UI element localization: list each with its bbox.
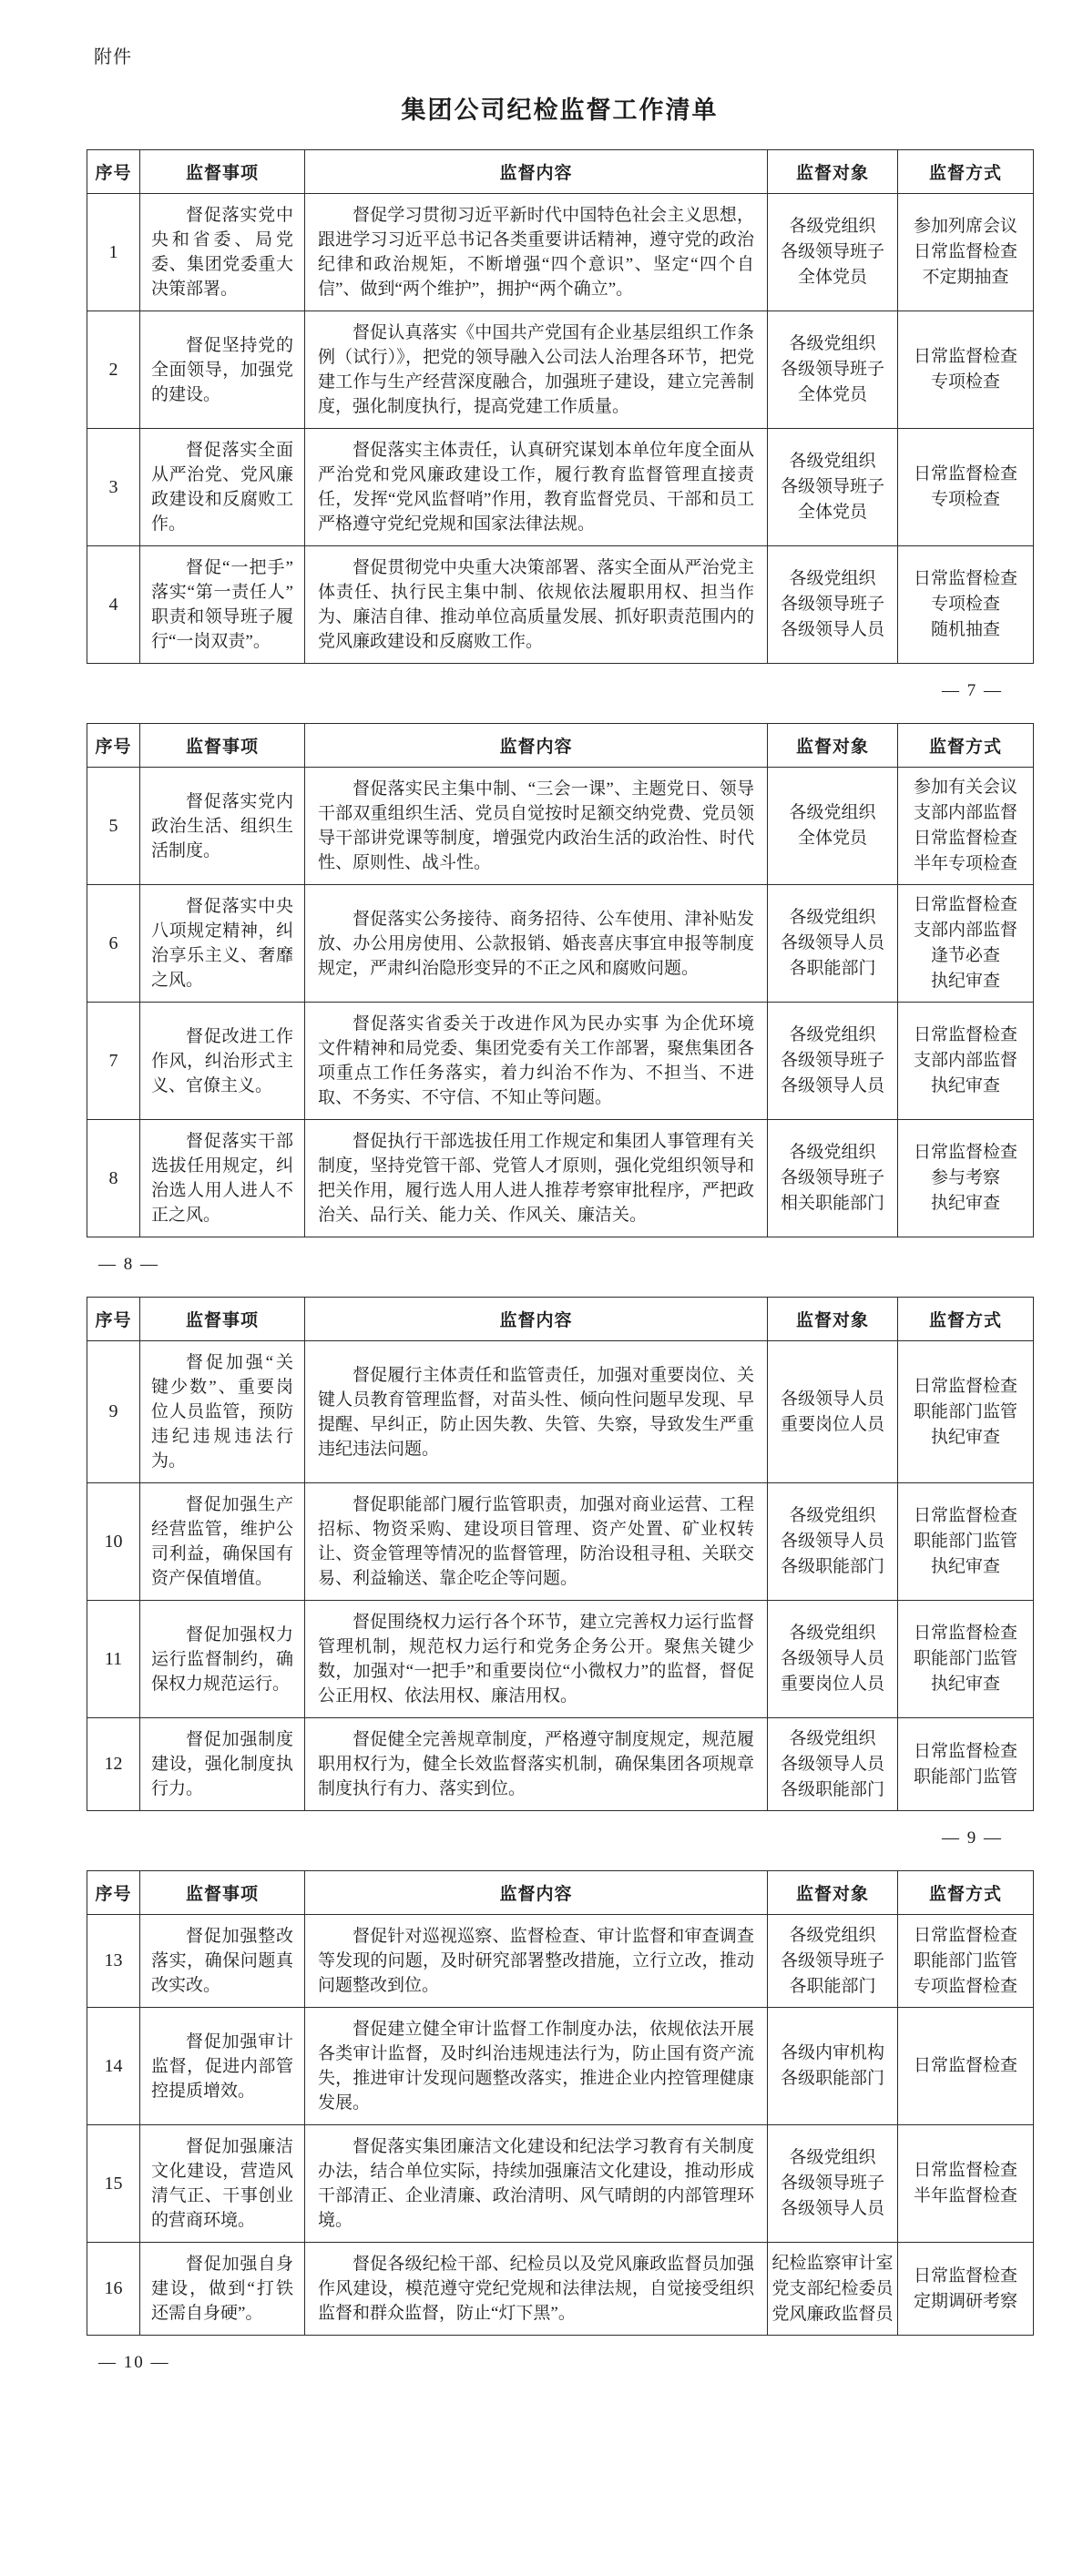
method-line: 日常监督检查	[913, 895, 1017, 914]
method-line: 支部内部监督	[913, 1051, 1017, 1070]
table-section	[87, 1297, 1033, 1850]
supervision-content-text: 督促执行干部选拔任用工作规定和集团人事管理有关制度，坚持党管干部、党管人才原则，强化党组织领导和把关作用，履行选人用人进人推荐考察审批程序，严把政治关、品行关、能力关、作风关、廉洁关。	[318, 1132, 754, 1225]
method-line: 专项检查	[930, 490, 1000, 509]
method-line: 执纪审查	[930, 1557, 1000, 1576]
row-number: 9	[87, 1341, 140, 1483]
table-row	[87, 885, 1034, 1003]
column-header: 序号	[87, 1298, 140, 1341]
row-number: 7	[87, 1003, 140, 1120]
supervision-table	[87, 1870, 1034, 2336]
supervision-item-text: 督促落实干部选拔任用规定，纠治选人用人进人不正之风。	[151, 1132, 293, 1225]
table-row	[87, 1601, 1034, 1718]
supervision-item-text: 督促加强“关键少数”、重要岗位人员监管，预防违纪违规违法行为。	[151, 1353, 293, 1471]
target-line: 各级党组织	[789, 334, 876, 353]
attachment-label: 附件	[94, 47, 132, 67]
target-line: 重要岗位人员	[780, 1675, 884, 1694]
target-line: 各级领导人员	[780, 1754, 884, 1774]
method-line: 专项检查	[930, 595, 1000, 614]
table-section	[87, 723, 1033, 1277]
supervision-item-text: 督促落实党中央和省委、局党委、集团党委重大决策部署。	[151, 206, 293, 299]
method-line: 日常监督检查	[913, 1741, 1017, 1761]
supervision-item-text: 督促加强审计监督，促进内部管控提质增效。	[151, 2031, 293, 2101]
supervision-target-cell	[768, 1601, 898, 1718]
column-header: 监督内容	[305, 724, 768, 768]
method-line: 专项监督检查	[913, 1976, 1017, 1996]
target-line: 各级党组织	[789, 908, 876, 927]
method-line: 日常监督检查	[913, 2265, 1017, 2286]
supervision-content-text: 督促围绕权力运行各个环节，建立完善权力运行监督管理机制，规范权力运行和党务企务公开。聚焦关键少数，加强对“一把手”和重要岗位“小微权力”的监督，督促公正用权、依法用权、廉洁用权。	[318, 1613, 754, 1705]
supervision-content-cell	[305, 1718, 768, 1811]
supervision-method-cell	[898, 311, 1034, 429]
table-header-row	[87, 724, 1034, 768]
supervision-target-cell	[768, 2125, 898, 2243]
column-header: 序号	[87, 150, 140, 194]
supervision-content-cell	[305, 2243, 768, 2336]
supervision-item-text: 督促加强权力运行监督制约，确保权力规范运行。	[151, 1624, 293, 1694]
target-line: 全体党员	[797, 385, 867, 404]
supervision-item-cell	[140, 1718, 305, 1811]
row-number: 16	[87, 2243, 140, 2336]
table-row	[87, 2243, 1034, 2336]
table-row	[87, 194, 1034, 311]
supervision-item-text: 督促加强廉洁文化建设，营造风清气正、干事创业的营商环境。	[151, 2137, 293, 2230]
supervision-content-cell	[305, 2008, 768, 2125]
method-line: 日常监督检查	[913, 242, 1017, 261]
method-line: 参与考察	[930, 1168, 1000, 1187]
supervision-content-text: 督促落实集团廉洁文化建设和纪法学习教育有关制度办法，结合单位实际，持续加强廉洁文化建设，推动形成干部清正、企业清廉、政治清明、风气晴朗的内部管理环境。	[318, 2137, 754, 2230]
column-header: 序号	[87, 724, 140, 768]
table-row	[87, 1718, 1034, 1811]
target-line: 各级领导班子	[780, 595, 884, 614]
supervision-content-cell	[305, 194, 768, 311]
table-section	[87, 1870, 1033, 2375]
target-line: 各级党组织	[789, 1506, 876, 1525]
method-line: 日常监督检查	[913, 1143, 1017, 1162]
target-line: 各级党组织	[789, 569, 876, 588]
method-line: 日常监督检查	[913, 1506, 1017, 1525]
table-row	[87, 546, 1034, 664]
table-row	[87, 311, 1034, 429]
column-header: 监督方式	[898, 1298, 1034, 1341]
target-line: 各级党组织	[789, 1728, 876, 1748]
supervision-content-text: 督促健全完善规章制度，严格遵守制度规定，规范履职用权行为，健全长效监督落实机制，确保集团各项规章制度执行有力、落实到位。	[318, 1730, 754, 1798]
page-number-marker: — 8 —	[98, 1255, 159, 1274]
supervision-method-cell	[898, 2008, 1034, 2125]
supervision-content-text: 督促职能部门履行监管职责，加强对商业运营、工程招标、物资采购、建设项目管理、资产处置、矿业权转让、资金管理等情况的监督管理，防治设租寻租、关联交易、利益输送、靠企吃企等问题。	[318, 1495, 754, 1588]
column-header: 监督对象	[768, 1871, 898, 1915]
supervision-item-text: 督促落实全面从严治党、党风廉政建设和反腐败工作。	[151, 441, 293, 534]
method-line: 日常监督检查	[913, 569, 1017, 588]
supervision-method-cell	[898, 2125, 1034, 2243]
supervision-method-cell	[898, 2243, 1034, 2336]
method-line: 参加有关会议	[913, 778, 1017, 797]
method-line: 日常监督检查	[913, 2056, 1017, 2075]
method-line: 支部内部监督	[913, 803, 1017, 822]
supervision-item-cell	[140, 2125, 305, 2243]
row-number: 8	[87, 1120, 140, 1237]
target-line: 各级党组织	[789, 1925, 876, 1945]
supervision-item-text: 督促改进工作作风，纠治形式主义、官僚主义。	[151, 1026, 293, 1095]
supervision-content-text: 督促学习贯彻习近平新时代中国特色社会主义思想，跟进学习习近平总书记各类重要讲话精神，遵守党的政治纪律和政治规矩，不断增强“四个意识”、坚定“四个自信”、做到“两个维护”，拥护“两个确立”。	[318, 206, 754, 299]
row-number: 3	[87, 429, 140, 546]
target-line: 各级党组织	[789, 1025, 876, 1044]
method-line: 执纪审查	[930, 972, 1000, 991]
supervision-target-cell	[768, 311, 898, 429]
column-header: 监督事项	[140, 1298, 305, 1341]
supervision-content-text: 督促贯彻党中央重大决策部署、落实全面从严治党主体责任、执行民主集中制、依规依法履职用权、担当作为、廉洁自律、推动单位高质量发展、抓好职责范围内的党风廉政建设和反腐败工作。	[318, 558, 754, 651]
supervision-item-cell	[140, 1120, 305, 1237]
method-line: 日常监督检查	[913, 2161, 1017, 2180]
target-line: 党风廉政监督员	[771, 2304, 894, 2324]
target-line: 各级领导班子	[780, 360, 884, 379]
target-line: 各级领导班子	[780, 1950, 884, 1970]
column-header: 监督方式	[898, 724, 1034, 768]
supervision-content-cell	[305, 429, 768, 546]
method-line: 日常监督检查	[913, 829, 1017, 848]
target-line: 各级领导人员	[780, 1389, 884, 1409]
target-line: 纪检监察审计室	[771, 2253, 894, 2273]
column-header: 监督对象	[768, 724, 898, 768]
supervision-item-cell	[140, 1483, 305, 1601]
target-line: 全体党员	[797, 268, 867, 287]
supervision-item-cell	[140, 1601, 305, 1718]
supervision-item-text: 督促落实党内政治生活、组织生活制度。	[151, 791, 293, 860]
supervision-content-cell	[305, 1003, 768, 1120]
supervision-item-cell	[140, 885, 305, 1003]
supervision-content-cell	[305, 885, 768, 1003]
target-line: 各级领导人员	[780, 1532, 884, 1551]
target-line: 各级领导班子	[780, 1168, 884, 1187]
target-line: 各级领导班子	[780, 1051, 884, 1070]
supervision-target-cell	[768, 2243, 898, 2336]
page-title: 集团公司纪检监督工作清单	[401, 97, 719, 124]
target-line: 各级职能部门	[780, 1779, 884, 1799]
column-header: 监督事项	[140, 150, 305, 194]
row-number: 6	[87, 885, 140, 1003]
row-number: 14	[87, 2008, 140, 2125]
method-line: 执纪审查	[930, 1675, 1000, 1694]
column-header: 监督事项	[140, 1871, 305, 1915]
supervision-content-text: 督促履行主体责任和监管责任，加强对重要岗位、关键人员教育管理监督，对苗头性、倾向性问题早发现、早提醒、早纠正，防止因失教、失管、失察，导致发生严重违纪违法问题。	[318, 1365, 754, 1459]
table-header-row	[87, 1871, 1034, 1915]
supervision-item-cell	[140, 2008, 305, 2125]
supervision-method-cell	[898, 1483, 1034, 1601]
supervision-item-cell	[140, 2243, 305, 2336]
row-number: 12	[87, 1718, 140, 1811]
supervision-target-cell	[768, 429, 898, 546]
supervision-table	[87, 1297, 1034, 1811]
supervision-content-text: 督促落实公务接待、商务招待、公车使用、津补贴发放、办公用房使用、公款报销、婚丧喜庆事宜申报等制度规定，严肃纠治隐形变异的不正之风和腐败问题。	[318, 909, 754, 978]
column-header: 监督方式	[898, 1871, 1034, 1915]
row-number: 15	[87, 2125, 140, 2243]
supervision-content-text: 督促落实民主集中制、“三会一课”、主题党日、领导干部双重组织生活、党员自觉按时足额交纳党费、党员领导干部讲党课等制度，增强党内政治生活的政治性、时代性、原则性、战斗性。	[318, 779, 754, 872]
target-line: 全体党员	[797, 503, 867, 522]
supervision-method-cell	[898, 1120, 1034, 1237]
page-number-marker: — 9 —	[942, 1828, 1003, 1848]
target-line: 各级党组织	[789, 803, 876, 822]
supervision-item-text: 督促加强自身建设，做到“打铁还需自身硬”。	[151, 2255, 293, 2323]
supervision-content-text: 督促建立健全审计监督工作制度办法，依规依法开展各类审计监督，及时纠治违规违法行为，防止国有资产流失，推进审计发现问题整改落实，推进企业内控管理健康发展。	[318, 2020, 754, 2113]
table-row	[87, 1003, 1034, 1120]
target-line: 各级领导人员	[780, 2199, 884, 2218]
supervision-content-text: 督促认真落实《中国共产党国有企业基层组织工作条例（试行）》，把党的领导融入公司法人治理各环节，把党建工作与生产经营深度融合，加强班子建设，建立完善制度，强化制度执行，提高党建工作质量。	[318, 323, 754, 416]
row-number: 13	[87, 1915, 140, 2008]
supervision-item-cell	[140, 768, 305, 885]
supervision-method-cell	[898, 885, 1034, 1003]
method-line: 定期调研考察	[913, 2291, 1017, 2311]
supervision-target-cell	[768, 1483, 898, 1601]
target-line: 各级党组织	[789, 452, 876, 471]
row-number: 10	[87, 1483, 140, 1601]
method-line: 不定期抽查	[922, 268, 1009, 287]
target-line: 各级职能部门	[780, 1557, 884, 1576]
table-row	[87, 429, 1034, 546]
supervision-content-cell	[305, 1915, 768, 2008]
supervision-method-cell	[898, 1003, 1034, 1120]
supervision-item-text: 督促加强整改落实，确保问题真改实改。	[151, 1927, 293, 1995]
supervision-content-cell	[305, 311, 768, 429]
column-header: 监督事项	[140, 724, 305, 768]
supervision-content-cell	[305, 768, 768, 885]
supervision-item-cell	[140, 546, 305, 664]
method-line: 职能部门监管	[913, 1649, 1017, 1668]
supervision-item-text: 督促落实中央八项规定精神，纠治享乐主义、奢靡之风。	[151, 897, 293, 990]
column-header: 监督内容	[305, 1871, 768, 1915]
supervision-content-cell	[305, 1601, 768, 1718]
table-row	[87, 1120, 1034, 1237]
column-header: 监督方式	[898, 150, 1034, 194]
supervision-target-cell	[768, 885, 898, 1003]
column-header: 序号	[87, 1871, 140, 1915]
target-line: 各级党组织	[789, 1143, 876, 1162]
column-header: 监督对象	[768, 150, 898, 194]
supervision-content-cell	[305, 1483, 768, 1601]
target-line: 各级领导人员	[780, 620, 884, 639]
target-line: 相关职能部门	[780, 1194, 884, 1213]
method-line: 职能部门监管	[913, 1532, 1017, 1551]
supervision-item-text: 督促加强生产经营监管，维护公司利益，确保国有资产保值增值。	[151, 1495, 293, 1588]
row-number: 4	[87, 546, 140, 664]
method-line: 职能部门监管	[913, 1950, 1017, 1970]
supervision-item-cell	[140, 429, 305, 546]
supervision-content-cell	[305, 1120, 768, 1237]
supervision-method-cell	[898, 1718, 1034, 1811]
supervision-content-cell	[305, 1341, 768, 1483]
method-line: 执纪审查	[930, 1427, 1000, 1447]
supervision-target-cell	[768, 2008, 898, 2125]
target-line: 各级领导人员	[780, 933, 884, 952]
table-row	[87, 2008, 1034, 2125]
table-section	[87, 149, 1033, 703]
target-line: 各级领导班子	[780, 477, 884, 496]
column-header: 监督内容	[305, 1298, 768, 1341]
supervision-content-text: 督促落实省委关于改进作风为民办实事 为企优环境文件精神和局党委、集团党委有关工作部署，聚焦集团各项重点工作任务落实，着力纠治不作为、不担当、不进取、不务实、不守信、不知止等问题。	[318, 1014, 754, 1107]
target-line: 党支部纪检委员	[771, 2278, 894, 2298]
target-line: 各级领导人员	[780, 1076, 884, 1095]
row-number: 2	[87, 311, 140, 429]
supervision-method-cell	[898, 194, 1034, 311]
supervision-content-text: 督促针对巡视巡察、监督检查、审计监督和审查调查等发现的问题，及时研究部署整改措施，立行立改，推动问题整改到位。	[318, 1927, 754, 1995]
method-line: 支部内部监督	[913, 921, 1017, 940]
supervision-target-cell	[768, 1341, 898, 1483]
target-line: 各级内审机构	[780, 2043, 884, 2062]
method-line: 半年监督检查	[913, 2186, 1017, 2205]
column-header: 监督对象	[768, 1298, 898, 1341]
supervision-target-cell	[768, 546, 898, 664]
supervision-content-cell	[305, 546, 768, 664]
method-line: 执纪审查	[930, 1194, 1000, 1213]
method-line: 日常监督检查	[913, 1376, 1017, 1396]
supervision-method-cell	[898, 1341, 1034, 1483]
tables-container	[87, 149, 1033, 2375]
supervision-target-cell	[768, 1718, 898, 1811]
method-line: 随机抽查	[930, 620, 1000, 639]
supervision-target-cell	[768, 194, 898, 311]
method-line: 参加列席会议	[913, 217, 1017, 236]
target-line: 各级党组织	[789, 2148, 876, 2167]
supervision-item-cell	[140, 1341, 305, 1483]
target-line: 各级职能部门	[780, 2069, 884, 2088]
table-header-row	[87, 150, 1034, 194]
method-line: 日常监督检查	[913, 1025, 1017, 1044]
target-line: 各级党组织	[789, 1624, 876, 1643]
table-row	[87, 768, 1034, 885]
supervision-method-cell	[898, 768, 1034, 885]
target-line: 各职能部门	[789, 1976, 876, 1996]
target-line: 各级党组织	[789, 217, 876, 236]
supervision-item-cell	[140, 194, 305, 311]
method-line: 专项检查	[930, 372, 1000, 392]
supervision-target-cell	[768, 1003, 898, 1120]
row-number: 11	[87, 1601, 140, 1718]
supervision-content-text: 督促各级纪检干部、纪检员以及党风廉政监督员加强作风建设，模范遵守党纪党规和法律法规，自觉接受组织监督和群众监督，防止“灯下黑”。	[318, 2255, 754, 2323]
method-line: 日常监督检查	[913, 1624, 1017, 1643]
method-line: 半年专项检查	[913, 854, 1017, 873]
supervision-item-cell	[140, 1003, 305, 1120]
target-line: 全体党员	[797, 829, 867, 848]
method-line: 日常监督检查	[913, 464, 1017, 484]
supervision-item-text: 督促加强制度建设，强化制度执行力。	[151, 1730, 293, 1798]
target-line: 各级领导班子	[780, 2174, 884, 2193]
supervision-item-text: 督促坚持党的全面领导，加强党的建设。	[151, 335, 293, 404]
table-row	[87, 2125, 1034, 2243]
row-number: 1	[87, 194, 140, 311]
target-line: 各级领导人员	[780, 1649, 884, 1668]
target-line: 重要岗位人员	[780, 1414, 884, 1434]
supervision-table	[87, 723, 1034, 1237]
supervision-method-cell	[898, 1915, 1034, 2008]
supervision-method-cell	[898, 1601, 1034, 1718]
target-line: 各级领导班子	[780, 242, 884, 261]
supervision-method-cell	[898, 429, 1034, 546]
supervision-item-text: 督促“一把手”落实“第一责任人”职责和领导班子履行“一岗双责”。	[151, 558, 293, 651]
supervision-target-cell	[768, 1915, 898, 2008]
table-row	[87, 1341, 1034, 1483]
supervision-target-cell	[768, 1120, 898, 1237]
page-number-marker: — 7 —	[942, 681, 1003, 700]
method-line: 职能部门监管	[913, 1401, 1017, 1421]
supervision-item-cell	[140, 1915, 305, 2008]
method-line: 日常监督检查	[913, 347, 1017, 366]
supervision-item-cell	[140, 311, 305, 429]
supervision-content-text: 督促落实主体责任，认真研究谋划本单位年度全面从严治党和党风廉政建设工作，履行教育监督管理直接责任，发挥“党风监督哨”作用，教育监督党员、干部和员工严格遵守党纪党规和国家法律法规。	[318, 441, 754, 534]
supervision-content-cell	[305, 2125, 768, 2243]
method-line: 执纪审查	[930, 1076, 1000, 1095]
table-row	[87, 1915, 1034, 2008]
target-line: 各职能部门	[789, 959, 876, 978]
method-line: 日常监督检查	[913, 1925, 1017, 1945]
table-header-row	[87, 1298, 1034, 1341]
table-row	[87, 1483, 1034, 1601]
supervision-table	[87, 149, 1034, 664]
supervision-target-cell	[768, 768, 898, 885]
row-number: 5	[87, 768, 140, 885]
column-header: 监督内容	[305, 150, 768, 194]
supervision-method-cell	[898, 546, 1034, 664]
page-number-marker: — 10 —	[98, 2353, 170, 2372]
method-line: 职能部门监管	[913, 1767, 1017, 1787]
method-line: 逢节必查	[930, 946, 1000, 965]
